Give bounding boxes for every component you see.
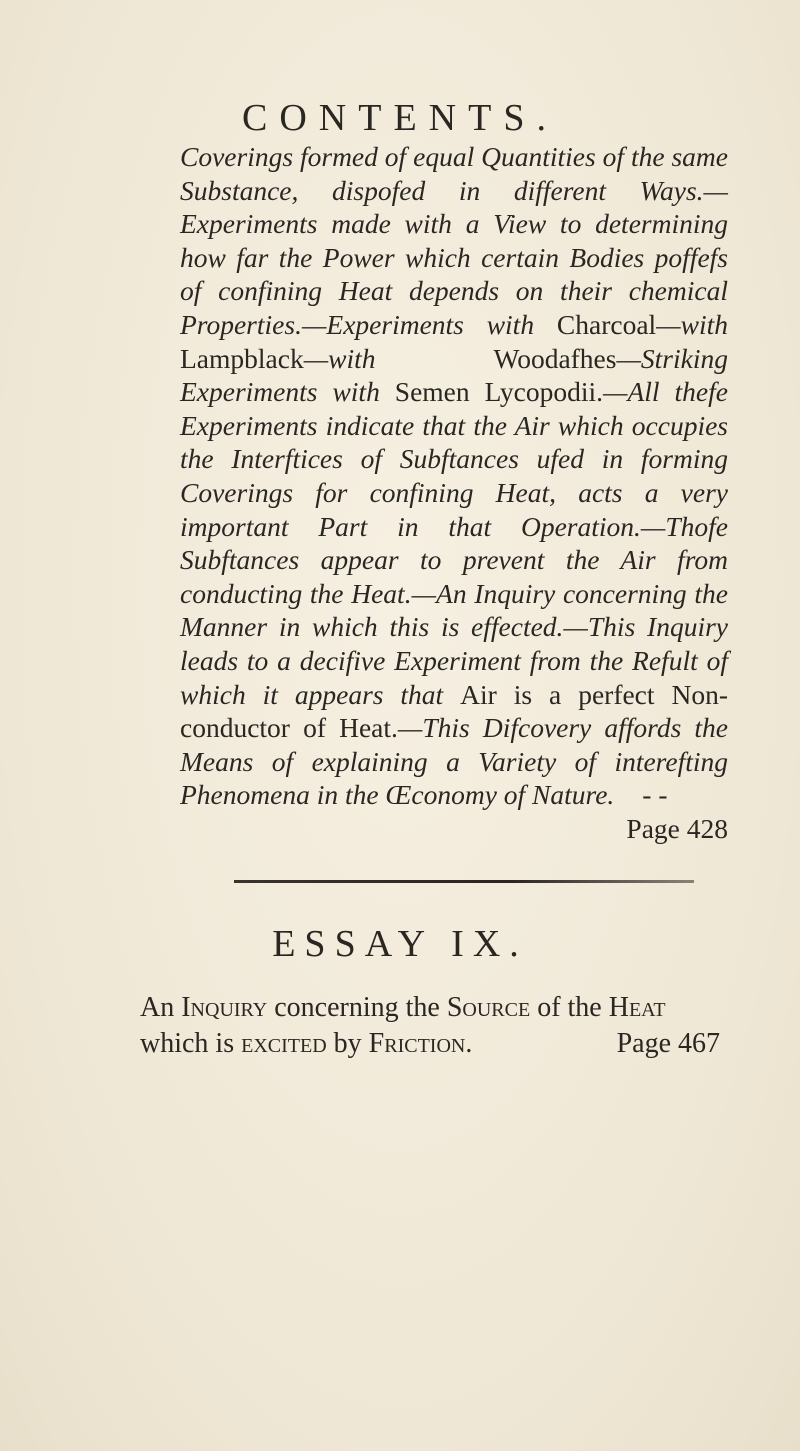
- page-heading: CONTENTS.: [242, 97, 558, 139]
- entry-text-6: —This Difcovery affords the Means of explaining a Variety of interefting Phenomena in the Œconomy of Nature.: [180, 712, 729, 811]
- entry-charcoal: Charcoal: [556, 308, 657, 340]
- essay-keyword-heat: Heat: [608, 992, 666, 1023]
- section-divider: [234, 880, 694, 883]
- entry-page-ref: Page 428: [626, 812, 728, 844]
- entry-semen: Semen Lycopodii.: [394, 376, 604, 408]
- entry-lampblack: Lampblack: [180, 342, 304, 374]
- essay-keyword-source: Source: [446, 992, 531, 1023]
- entry-text-2: —with: [656, 308, 728, 340]
- essay-line-2: [140, 1026, 720, 1062]
- contents-entry: [180, 140, 728, 845]
- entry-dashes: - -: [642, 779, 668, 811]
- essay-title: ESSAY IX.: [272, 923, 528, 965]
- essay-text: by: [326, 1028, 369, 1059]
- essay-text: An: [140, 992, 182, 1023]
- essay-text: which is: [140, 1028, 242, 1059]
- essay-keyword-friction: Friction.: [368, 1028, 473, 1059]
- entry-air-fact: Air is a perfect Non-conductor of Heat.: [180, 678, 728, 744]
- entry-text-5: —All thefe Experiments indicate that the Air which occupies the Interftices of Subftances ufed in forming Coverings for confining Heat, acts a very important Part in that Operation.—Thofe Subftances appear to prevent the Air from conducting the Heat.—An Inquiry concerning the Manner in which this is effected.—This Inquiry leads to a decifive Experiment from the Refult of which it appears that: [180, 376, 728, 710]
- entry-text-1: Coverings formed of equal Quantities of the same Substance, dispofed in different Ways.—Experiments made with a View to determining how far the Power which certain Bodies poffefs of confining Heat depends on their chemical Properties.—Experiments with: [180, 141, 728, 340]
- entry-woodashes: Woodafhes: [493, 342, 617, 374]
- essay-description: [140, 990, 720, 1062]
- essay-keyword-inquiry: Inquiry: [181, 992, 268, 1023]
- essay-line-1: [140, 990, 720, 1026]
- essay-text: of the: [530, 992, 609, 1023]
- essay-page-ref: Page 467: [616, 1028, 720, 1059]
- essay-keyword-excited: excited: [241, 1028, 327, 1059]
- essay-text: concerning the: [267, 992, 447, 1023]
- entry-text-3: —with: [303, 342, 494, 374]
- entry-text-4: —Striking Experiments with: [180, 342, 728, 408]
